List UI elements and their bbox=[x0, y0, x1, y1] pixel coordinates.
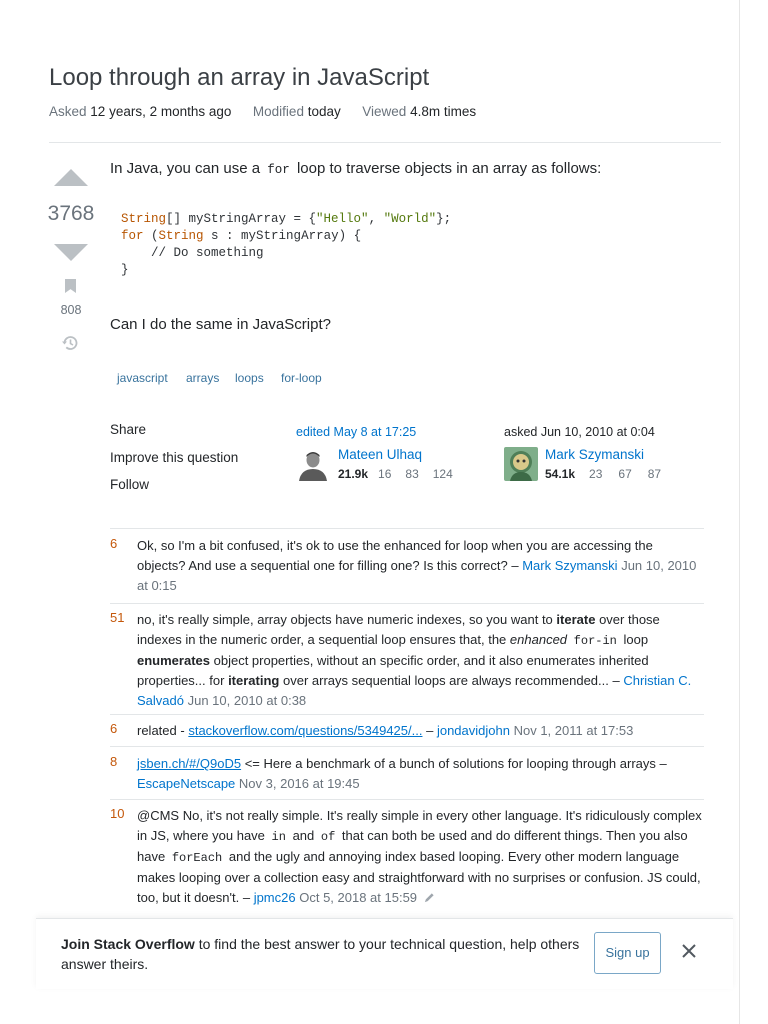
modified-label: Modified bbox=[252, 104, 304, 119]
asked-value: 12 years, 2 months ago bbox=[90, 104, 232, 119]
comment-dash: – bbox=[426, 723, 434, 738]
editor-gold-badges: 16 bbox=[378, 467, 392, 481]
asked-timestamp: asked Jun 10, 2010 at 0:04 bbox=[504, 425, 655, 439]
comment-user[interactable]: jondavidjohn bbox=[436, 723, 510, 738]
comment-divider bbox=[110, 799, 704, 800]
intro-text-before: In Java, you can use a bbox=[110, 160, 261, 177]
comment-score: 10 bbox=[110, 806, 125, 821]
comment-user[interactable]: Christian C. Salvadó bbox=[137, 673, 692, 708]
modified-value[interactable]: today bbox=[307, 104, 341, 119]
comment-body bbox=[137, 806, 702, 908]
comment-bold: enumerates bbox=[137, 653, 210, 668]
question-intro bbox=[110, 160, 601, 177]
asker-silver-badges: 67 bbox=[618, 467, 632, 481]
code-token: String bbox=[121, 212, 167, 226]
comment-date[interactable]: Jun 10, 2010 at 0:38 bbox=[187, 693, 307, 708]
comment-divider bbox=[110, 746, 704, 747]
asker-gold-badges: 23 bbox=[589, 467, 603, 481]
banner-message bbox=[61, 934, 581, 974]
comment-text: that can both be used and do different things. Then you also have bbox=[137, 828, 688, 864]
asker-name[interactable]: Mark Szymanski bbox=[545, 447, 645, 462]
code-line bbox=[121, 246, 264, 260]
comment-code: for-in bbox=[573, 634, 617, 648]
comment-text: related - bbox=[137, 723, 185, 738]
viewed-label: Viewed bbox=[362, 104, 407, 119]
comment-date[interactable]: Oct 5, 2018 at 15:59 bbox=[299, 890, 418, 905]
asker-bronze-badges: 87 bbox=[647, 467, 662, 481]
comment-text: object properties, without an specific order, and it also enumerates inherited properties... for bbox=[137, 653, 649, 688]
comment-text: and bbox=[292, 828, 315, 843]
comment-text: over those indexes in the numeric order, a sequential loop ensures that, the bbox=[137, 612, 660, 647]
comment-text: over arrays sequential loops are always recommended... – bbox=[282, 673, 620, 688]
banner-strong: Join Stack Overflow bbox=[61, 936, 195, 952]
intro-text-after: loop to traverse objects in an array as follows: bbox=[296, 160, 602, 177]
comment-code: forEach bbox=[171, 851, 223, 865]
bookmark-icon[interactable] bbox=[65, 279, 76, 293]
comment-score: 8 bbox=[110, 754, 118, 769]
question-follow-up: Can I do the same in JavaScript? bbox=[110, 316, 331, 333]
editor-stats bbox=[338, 467, 453, 481]
comment-text: no, it's really simple, array objects have numeric indexes, so you want to bbox=[137, 612, 553, 627]
improve-question-link[interactable]: Improve this question bbox=[110, 450, 239, 465]
comment-text: loop bbox=[623, 632, 649, 647]
code-token: "Hello" bbox=[316, 212, 369, 226]
history-icon[interactable] bbox=[61, 334, 79, 352]
comment-divider bbox=[110, 714, 704, 715]
edited-timestamp[interactable]: edited May 8 at 17:25 bbox=[296, 425, 417, 439]
comment-date[interactable]: Jun 10, 2010 at 0:15 bbox=[137, 558, 697, 593]
banner-text: to find the best answer to your technical question, help others answer theirs. bbox=[61, 936, 580, 972]
viewed-value: 4.8m times bbox=[410, 104, 477, 119]
code-line: for (String s : myStringArray) { bbox=[121, 229, 362, 243]
tag-for-loop[interactable]: for-loop bbox=[281, 371, 322, 385]
upvote-icon[interactable] bbox=[54, 169, 88, 186]
comment-body bbox=[137, 610, 702, 711]
editor-avatar-image bbox=[296, 447, 330, 481]
asker-stats bbox=[545, 467, 661, 481]
code-token: for bbox=[121, 229, 144, 243]
comment-body bbox=[137, 721, 702, 741]
pencil-icon[interactable] bbox=[424, 892, 435, 903]
comment-divider bbox=[110, 603, 704, 604]
comment-user[interactable]: jpmc26 bbox=[253, 890, 296, 905]
comment-link[interactable]: jsben.ch/#/Q9oD5 bbox=[137, 756, 242, 771]
tag-loops[interactable]: loops bbox=[235, 371, 264, 385]
divider bbox=[49, 142, 721, 143]
bookmark-count: 808 bbox=[60, 303, 82, 317]
comments-divider bbox=[110, 528, 704, 529]
editor-bronze-badges: 124 bbox=[432, 467, 453, 481]
vote-count: 3768 bbox=[47, 202, 95, 225]
asker-avatar[interactable] bbox=[504, 447, 538, 481]
comment-code: in bbox=[271, 830, 286, 844]
comment-text: <= Here a benchmark of a bunch of solutions for looping through arrays – bbox=[244, 756, 667, 771]
code-block bbox=[121, 211, 451, 279]
sign-up-button[interactable]: Sign up bbox=[594, 932, 661, 974]
close-icon[interactable] bbox=[680, 942, 698, 960]
code-token: String bbox=[158, 229, 204, 243]
comment-date[interactable]: Nov 1, 2011 at 17:53 bbox=[513, 723, 634, 738]
comment-text: @CMS No, it's not really simple. It's really simple in every other language. It's ridiculously complex in JS, where you have bbox=[137, 808, 702, 843]
follow-button[interactable]: Follow bbox=[110, 477, 150, 492]
comment-code: of bbox=[320, 830, 336, 844]
page-edge bbox=[739, 0, 740, 1024]
code-line: String[] myStringArray = {"Hello", "World"}; bbox=[121, 212, 452, 226]
tag-arrays[interactable]: arrays bbox=[186, 371, 220, 385]
comment-body bbox=[137, 536, 702, 596]
tag-javascript[interactable]: javascript bbox=[117, 371, 168, 385]
comment-score: 6 bbox=[110, 536, 118, 551]
editor-name[interactable]: Mateen Ulhaq bbox=[338, 447, 423, 462]
asked-label: Asked bbox=[49, 104, 87, 119]
intro-inline-code: for bbox=[267, 163, 290, 177]
comment-date[interactable]: Nov 3, 2016 at 19:45 bbox=[238, 776, 360, 791]
editor-avatar[interactable] bbox=[296, 447, 330, 481]
comment-user[interactable]: EscapeNetscape bbox=[137, 776, 236, 791]
comment-bold: iterate bbox=[556, 612, 596, 627]
comment-user[interactable]: Mark Szymanski bbox=[522, 558, 618, 573]
share-link[interactable]: Share bbox=[110, 422, 147, 437]
asker-reputation: 54.1k bbox=[545, 467, 576, 481]
comment-text: Ok, so I'm a bit confused, it's ok to use the enhanced for loop when you are accessing the objects? And use a sequential one for filling one? Is this correct? – bbox=[137, 538, 653, 573]
asker-avatar-image bbox=[504, 447, 538, 481]
question-title[interactable]: Loop through an array in JavaScript bbox=[49, 64, 430, 91]
code-line: } bbox=[121, 263, 129, 277]
code-comment: // Do something bbox=[151, 246, 264, 260]
comment-text: and the ugly and annoying index based looping. Every other modern language makes looping over a collection easy and straightforward with no surprises or confusion. JS could, too, but it doesn't. – bbox=[137, 849, 701, 905]
comment-body bbox=[137, 754, 702, 794]
comment-score: 51 bbox=[110, 610, 125, 625]
code-token: "World" bbox=[383, 212, 437, 226]
comment-italic: enhanced bbox=[509, 632, 568, 647]
join-banner bbox=[36, 918, 733, 989]
question-meta bbox=[49, 104, 476, 119]
comment-link[interactable]: stackoverflow.com/questions/5349425/... bbox=[188, 723, 423, 738]
comment-score: 6 bbox=[110, 721, 118, 736]
comment-bold: iterating bbox=[228, 673, 280, 688]
downvote-icon[interactable] bbox=[54, 244, 88, 261]
editor-silver-badges: 83 bbox=[405, 467, 419, 481]
editor-reputation: 21.9k bbox=[338, 467, 369, 481]
